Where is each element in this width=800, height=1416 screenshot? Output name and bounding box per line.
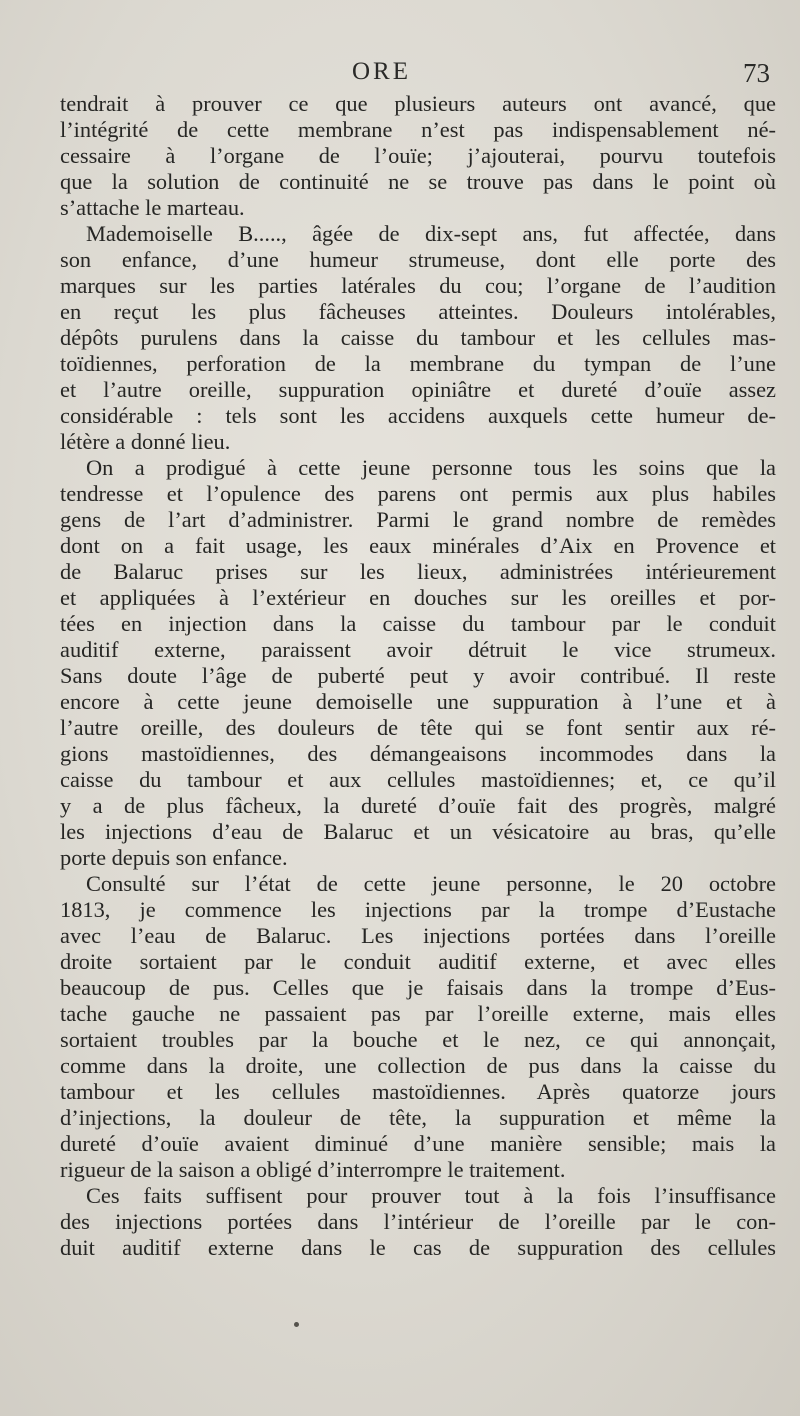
text-line: et l’autre oreille, suppuration opiniâtre et dureté d’ouïe assez: [60, 377, 776, 402]
running-head: ORE: [352, 58, 411, 85]
page-header: [0, 58, 800, 92]
text-line: létère a donné lieu.: [60, 429, 231, 454]
text-line: que la solution de continuité ne se trouve pas dans le point où: [60, 169, 776, 194]
text-line: rigueur de la saison a obligé d’interrompre le traitement.: [60, 1157, 566, 1182]
text-line: 1813, je commence les injections par la trompe d’Eustache: [60, 897, 776, 922]
text-line: les injections d’eau de Balaruc et un vésicatoire au bras, qu’elle: [60, 819, 776, 844]
text-line: tache gauche ne passaient pas par l’oreille externe, mais elles: [60, 1001, 776, 1026]
text-line: l’autre oreille, des douleurs de tête qui se font sentir aux ré-: [60, 715, 776, 740]
page-number: 73: [743, 58, 770, 88]
text-line: encore à cette jeune demoiselle une suppuration à l’une et à: [60, 689, 776, 714]
text-line: tendresse et l’opulence des parens ont permis aux plus habiles: [60, 481, 776, 506]
text-line: Mademoiselle B....., âgée de dix-sept ans, fut affectée, dans: [86, 221, 776, 246]
text-line: sortaient troubles par la bouche et le nez, ce qui annonçait,: [60, 1027, 776, 1052]
text-line: beaucoup de pus. Celles que je faisais dans la trompe d’Eus-: [60, 975, 776, 1000]
text-line: toïdiennes, perforation de la membrane du tympan de l’une: [60, 351, 776, 376]
text-line: d’injections, la douleur de tête, la suppuration et même la: [60, 1105, 776, 1130]
body-text: [60, 91, 776, 1261]
text-line: Consulté sur l’état de cette jeune personne, le 20 octobre: [86, 871, 776, 896]
text-line: tendrait à prouver ce que plusieurs auteurs ont avancé, que: [60, 91, 776, 116]
text-line: considérable : tels sont les accidens auxquels cette humeur de-: [60, 403, 776, 428]
text-line: gens de l’art d’administrer. Parmi le grand nombre de remèdes: [60, 507, 776, 532]
text-line: gions mastoïdiennes, des démangeaisons incommodes dans la: [60, 741, 776, 766]
text-line: auditif externe, paraissent avoir détruit le vice strumeux.: [60, 637, 776, 662]
text-line: son enfance, d’une humeur strumeuse, dont elle porte des: [60, 247, 776, 272]
text-line: comme dans la droite, une collection de pus dans la caisse du: [60, 1053, 776, 1078]
text-line: dont on a fait usage, les eaux minérales d’Aix en Provence et: [60, 533, 776, 558]
ink-speck: [294, 1322, 299, 1327]
text-line: l’intégrité de cette membrane n’est pas indispensablement né-: [60, 117, 776, 142]
text-line: Sans doute l’âge de puberté peut y avoir contribué. Il reste: [60, 663, 776, 688]
text-line: s’attache le marteau.: [60, 195, 245, 220]
text-line: caisse du tambour et aux cellules mastoïdiennes; et, ce qu’il: [60, 767, 776, 792]
text-line: y a de plus fâcheux, la dureté d’ouïe fait des progrès, malgré: [60, 793, 776, 818]
text-line: dépôts purulens dans la caisse du tambour et les cellules mas-: [60, 325, 776, 350]
text-line: cessaire à l’organe de l’ouïe; j’ajouterai, pourvu toutefois: [60, 143, 776, 168]
text-line: On a prodigué à cette jeune personne tous les soins que la: [86, 455, 776, 480]
text-line: porte depuis son enfance.: [60, 845, 288, 870]
text-line: duit auditif externe dans le cas de suppuration des cellules: [60, 1235, 776, 1260]
text-line: Ces faits suffisent pour prouver tout à la fois l’insuffisance: [86, 1183, 776, 1208]
text-line: droite sortaient par le conduit auditif externe, et avec elles: [60, 949, 776, 974]
text-line: tées en injection dans la caisse du tambour par le conduit: [60, 611, 776, 636]
text-line: et appliquées à l’extérieur en douches sur les oreilles et por-: [60, 585, 776, 610]
text-line: en reçut les plus fâcheuses atteintes. Douleurs intolérables,: [60, 299, 776, 324]
text-line: dureté d’ouïe avaient diminué d’une manière sensible; mais la: [60, 1131, 776, 1156]
text-line: de Balaruc prises sur les lieux, administrées intérieurement: [60, 559, 776, 584]
text-line: des injections portées dans l’intérieur de l’oreille par le con-: [60, 1209, 776, 1234]
text-line: tambour et les cellules mastoïdiennes. Après quatorze jours: [60, 1079, 776, 1104]
text-line: marques sur les parties latérales du cou; l’organe de l’audition: [60, 273, 776, 298]
text-line: avec l’eau de Balaruc. Les injections portées dans l’oreille: [60, 923, 776, 948]
